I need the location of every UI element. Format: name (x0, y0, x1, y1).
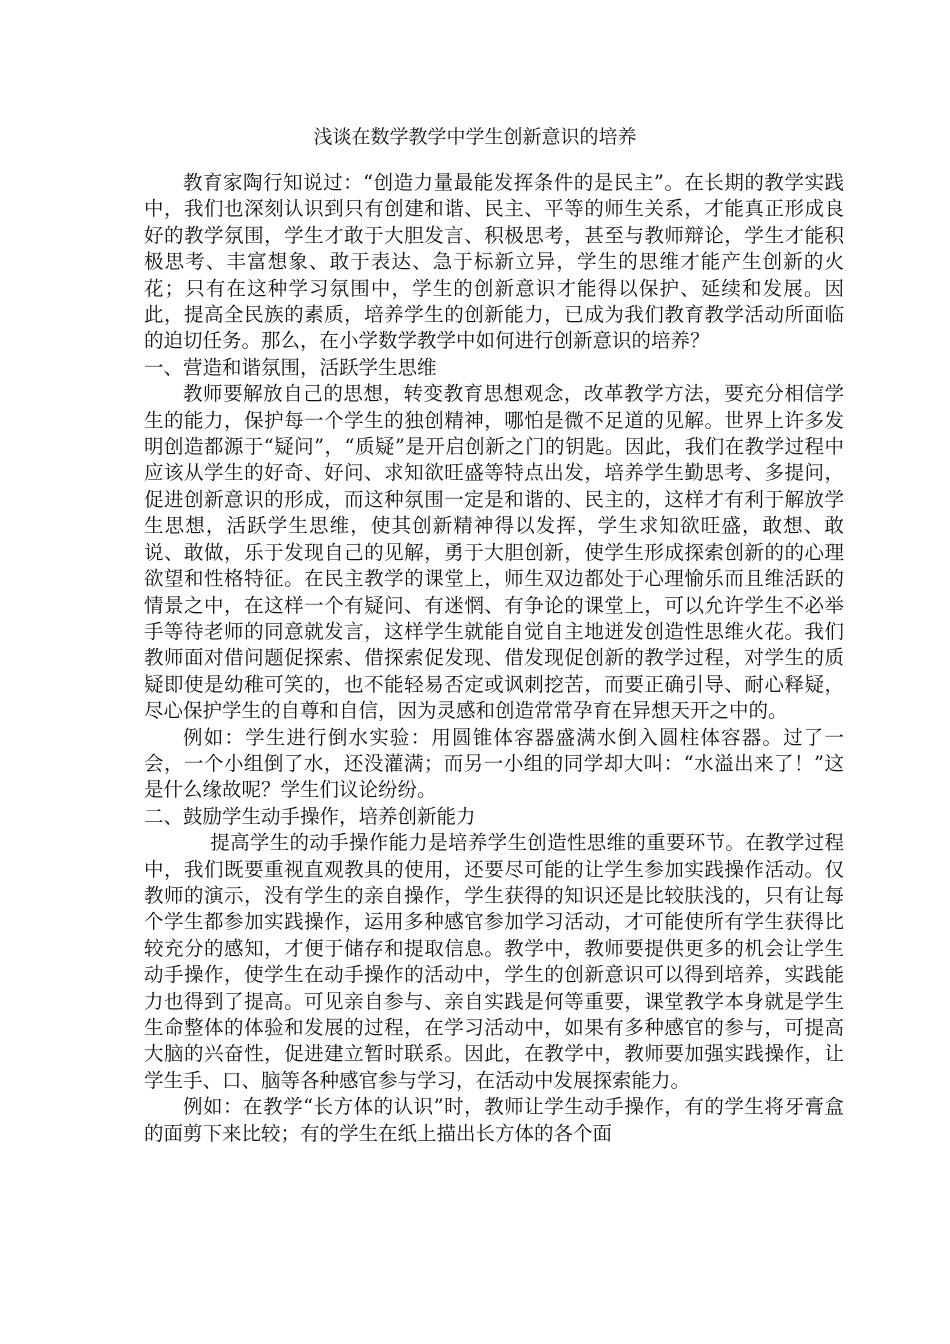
intro-paragraph: 教育家陶行知说过：“创造力量最能发挥条件的是民主”。在长期的教学实践中，我们也深刻认识到只有创建和谐、民主、平等的师生关系，才能真正形成良好的教学氛围，学生才敢于大胆发言、积极思考，甚至与教师辩论，学生才能积极思考、丰富想象、敢于表达、急于标新立异，学生的思维才能产生创新的火花；只有在这种学习氛围中，学生的创新意识才能得以保护、延续和发展。因此，提高全民族的素质，培养学生的创新能力，已成为我们教育教学活动所面临的迫切任务。那么，在小学数学教学中如何进行创新意识的培养？ (144, 171, 844, 353)
body-paragraph: 教师要解放自己的思想，转变教育思想观念，改革教学方法，要充分相信学生的能力，保护每一个学生的独创精神，哪怕是微不足道的见解。世界上许多发明创造都源于“疑问”，“质疑”是开启创新之门的钥匙。因此，我们在教学过程中应该从学生的好奇、好问、求知欲旺盛等特点出发，培养学生勤思考、多提问，促进创新意识的形成，而这种氛围一定是和谐的、民主的，这样才有利于解放学生思想，活跃学生思维，使其创新精神得以发挥，学生求知欲旺盛，敢想、敢说、敢做，乐于发现自己的见解，勇于大胆创新，使学生形成探索创新的的心理欲望和性格特征。在民主教学的课堂上，师生双边都处于心理愉乐而且维活跃的情景之中，在这样一个有疑问、有迷惘、有争论的课堂上，可以允许学生不必举手等待老师的同意就发言，这样学生就能自觉自主地迸发创造性思维火花。我们教师面对借问题促探索、借探索促发现、借发现促创新的教学过程，对学生的质疑即使是幼稚可笑的，也不能轻易否定或讽刺挖苦，而要正确引导、耐心释疑，尽心保护学生的自尊和自信，因为灵感和创造常常孕育在异想天开之中的。 (144, 382, 844, 723)
document-title: 浅谈在数学教学中学生创新意识的培养 (313, 126, 637, 148)
body-paragraph: 提高学生的动手操作能力是培养学生创造性思维的重要环节。在教学过程中，我们既要重视直观教具的使用，还要尽可能的让学生参加实践操作活动。仅教师的演示，没有学生的亲自操作，学生获得的知识还是比较肤浅的，只有让每个学生都参加实践操作，运用多种感官参加学习活动，才可能使所有学生获得比较充分的感知，才便于储存和提取信息。教学中，教师要提供更多的机会让学生动手操作，使学生在动手操作的活动中，学生的创新意识可以得到培养，实践能力也得到了提高。可见亲自参与、亲自实践是何等重要，课堂教学本身就是学生生命整体的体验和发展的过程，在学习活动中，如果有多种感官的参与，可提高大脑的兴奋性，促进建立暂时联系。因此，在教学中，教师要加强实践操作，让学生手、口、脑等各种感官参与学习，在活动中发展探索能力。 (144, 831, 844, 1092)
section-heading: 二、鼓励学生动手操作，培养创新能力 (144, 804, 476, 828)
section-heading: 一、营造和谐氛围，活跃学生思维 (144, 355, 437, 379)
example-paragraph: 例如：学生进行倒水实验：用圆锥体容器盛满水倒入圆柱体容器。过了一会，一个小组倒了水，还没灌满；而另一小组的同学却大叫：“水溢出来了！”这是什么缘故呢？学生们议论纷纷。 (144, 725, 844, 802)
document-body (144, 170, 844, 1147)
example-paragraph: 例如：在教学“长方体的认识”时，教师让学生动手操作，有的学生将牙膏盒的面剪下来比较；有的学生在纸上描出长方体的各个面 (144, 1095, 844, 1145)
